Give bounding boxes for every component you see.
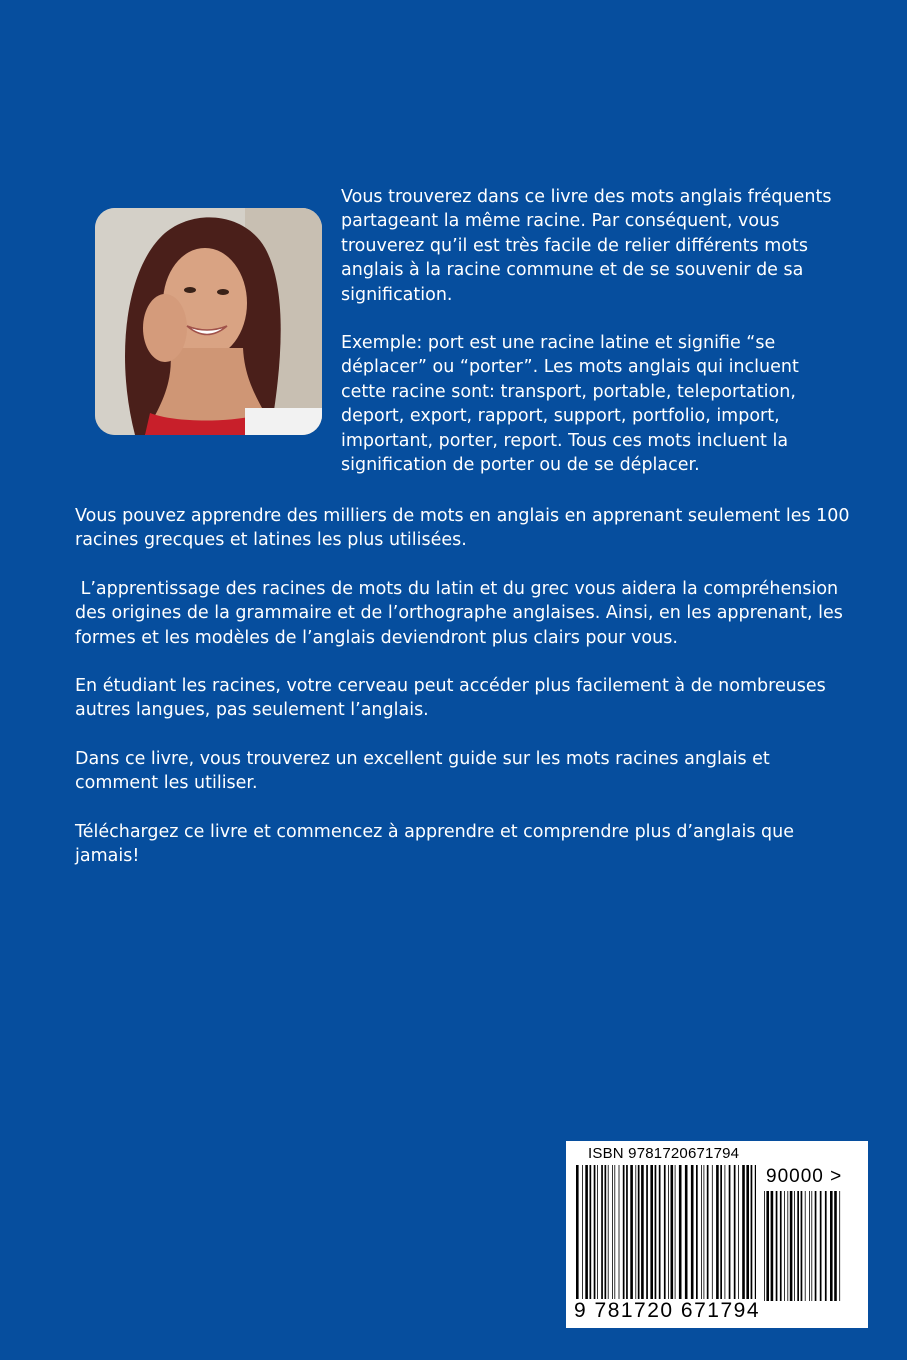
- barcode-bar: [776, 1191, 778, 1301]
- description-text: [75, 504, 855, 892]
- barcode-bar: [646, 1165, 648, 1305]
- barcode-bar: [582, 1165, 583, 1305]
- barcode-bar: [790, 1191, 793, 1301]
- isbn-barcode: [566, 1141, 868, 1328]
- barcode-bar: [597, 1165, 598, 1305]
- barcode-bar: [590, 1165, 592, 1305]
- barcode-bar: [671, 1165, 674, 1305]
- barcode-bar: [612, 1165, 613, 1305]
- barcode-bar: [766, 1191, 769, 1301]
- barcode-bar: [707, 1165, 709, 1305]
- barcode-bar: [675, 1165, 676, 1305]
- barcode-bar: [815, 1191, 817, 1301]
- barcode-bar: [780, 1191, 782, 1301]
- description-paragraph: Vous pouvez apprendre des milliers de mots en anglais en apprenant seulement les 100 racines grecques et latines les plus utilisées.: [75, 506, 850, 551]
- barcode-bar: [716, 1165, 719, 1305]
- barcode-bar: [608, 1165, 609, 1305]
- barcode-bar: [797, 1191, 799, 1301]
- isbn-label: ISBN 9781720671794: [588, 1145, 740, 1162]
- barcode-bar: [784, 1191, 785, 1301]
- barcode-bar: [794, 1191, 795, 1301]
- price-code: 90000 >: [766, 1166, 843, 1187]
- barcode-bar: [825, 1191, 827, 1301]
- barcode-bar: [650, 1165, 653, 1305]
- description-paragraph: Dans ce livre, vous trouverez un excellent guide sur les mots racines anglais et comment les utiliser.: [75, 748, 770, 794]
- barcode-bar: [641, 1165, 644, 1305]
- barcode-bar: [738, 1165, 739, 1305]
- barcode-bar: [664, 1165, 666, 1305]
- barcode-bar: [630, 1165, 633, 1305]
- barcode-bar: [576, 1165, 579, 1305]
- author-photo: [95, 208, 322, 435]
- barcode-bar: [801, 1191, 803, 1301]
- barcode-bar: [619, 1165, 620, 1305]
- barcode-bar: [820, 1191, 822, 1301]
- isbn-digits: 9 781720 671794: [574, 1299, 760, 1322]
- barcode-bar: [839, 1191, 840, 1301]
- author-photo-icon: [95, 208, 322, 435]
- intro-text: [341, 185, 841, 501]
- barcode-bar: [691, 1165, 694, 1305]
- barcode-bar: [704, 1165, 705, 1305]
- barcode-bar: [623, 1165, 625, 1305]
- barcode-bar: [751, 1165, 753, 1305]
- intro-paragraph: Exemple: port est une racine latine et signifie “se déplacer” ou “porter”. Les mots anglais qui incluent cette racine sont: transport, portable, teleportation, deport, export, rapport, support, portfolio, import, important, porter, report. Tous ces mots incluent la signification de porter ou de se déplacer.: [341, 333, 799, 476]
- barcode-bar: [679, 1165, 682, 1305]
- barcode-bar: [655, 1165, 657, 1305]
- barcode-bar: [725, 1165, 726, 1305]
- barcode-bar: [685, 1165, 688, 1305]
- barcode-bar: [755, 1165, 756, 1305]
- price-barcode-bars-icon: [764, 1191, 844, 1301]
- barcode-bar: [626, 1165, 628, 1305]
- barcode-bar: [787, 1191, 788, 1301]
- barcode-bar: [585, 1165, 588, 1305]
- barcode-bar: [834, 1191, 837, 1301]
- barcode-bars-icon: [576, 1165, 756, 1305]
- barcode-bar: [830, 1191, 833, 1301]
- description-paragraph: Téléchargez ce livre et commencez à apprendre et comprendre plus d’anglais que jamais!: [75, 821, 795, 867]
- barcode-bar: [594, 1165, 596, 1305]
- barcode-bar: [601, 1165, 603, 1305]
- barcode-bar: [605, 1165, 607, 1305]
- barcode-bar: [638, 1165, 640, 1305]
- barcode-bar: [742, 1165, 745, 1305]
- barcode-bar: [701, 1165, 702, 1305]
- intro-paragraph: Vous trouverez dans ce livre des mots anglais fréquents partageant la même racine. Par conséquent, vous trouverez qu’il est très facile de relier différents mots anglais à la racine commune et de se souvenir de sa signification.: [341, 187, 832, 305]
- barcode-bar: [659, 1165, 661, 1305]
- barcode-bar: [614, 1165, 615, 1305]
- barcode-bar: [771, 1191, 774, 1301]
- barcode-bar: [734, 1165, 736, 1305]
- description-paragraph: L’apprentissage des racines de mots du latin et du grec vous aidera la compréhension des origines de la grammaire et de l’orthographe anglaises. Ainsi, en les apprenant, les formes et les modèles de l’anglais deviendront plus clairs pour vous.: [75, 578, 849, 648]
- barcode-bar: [729, 1165, 731, 1305]
- barcode-bar: [712, 1165, 713, 1305]
- barcode-bar: [720, 1165, 722, 1305]
- barcode-bar: [696, 1165, 698, 1305]
- barcode-bar: [635, 1165, 636, 1305]
- barcode-bar: [809, 1191, 810, 1301]
- barcode-bar: [805, 1191, 806, 1301]
- barcode-bar: [811, 1191, 812, 1301]
- description-paragraph: En étudiant les racines, votre cerveau peut accéder plus facilement à de nombreuses autres langues, pas seulement l’anglais.: [75, 676, 826, 721]
- barcode-bar: [746, 1165, 749, 1305]
- barcode-bar: [764, 1191, 765, 1301]
- barcode-bar: [668, 1165, 669, 1305]
